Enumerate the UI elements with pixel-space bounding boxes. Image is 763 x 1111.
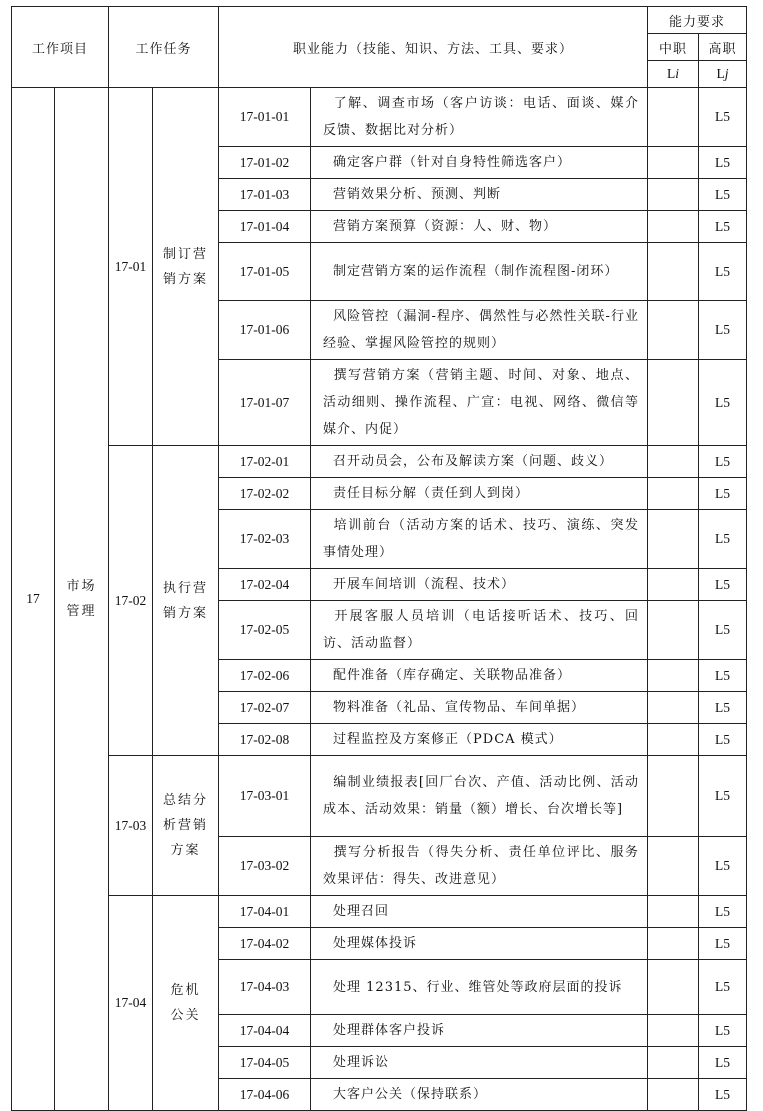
high-level: L5: [699, 446, 747, 478]
ability-code: 17-04-01: [219, 896, 311, 928]
ability-description: 召开动员会，公布及解读方案（问题、歧义）: [311, 446, 648, 478]
high-level: L5: [699, 928, 747, 960]
high-level: L5: [699, 211, 747, 243]
ability-description: 处理诉讼: [311, 1047, 648, 1079]
ability-description: 了解、调查市场（客户访谈：电话、面谈、媒介反馈、数据比对分析）: [311, 88, 648, 147]
mid-level: [648, 360, 699, 446]
mid-level: [648, 724, 699, 756]
ability-description: 营销方案预算（资源：人、财、物）: [311, 211, 648, 243]
mid-level: [648, 896, 699, 928]
ability-description: 处理媒体投诉: [311, 928, 648, 960]
ability-code: 17-02-04: [219, 569, 311, 601]
ability-description: 制定营销方案的运作流程（制作流程图-闭环）: [311, 243, 648, 301]
mid-level: [648, 1047, 699, 1079]
ability-description: 开展客服人员培训（电话接听话术、技巧、回访、活动监督）: [311, 601, 648, 660]
high-level: L5: [699, 510, 747, 569]
ability-description: 风险管控（漏洞-程序、偶然性与必然性关联-行业经验、掌握风险管控的规则）: [311, 301, 648, 360]
mid-level: [648, 692, 699, 724]
task-code: 17-04: [109, 896, 153, 1111]
ability-description: 编制业绩报表[回厂台次、产值、活动比例、活动成本、活动效果：销量（额）增长、台次增长等]: [311, 756, 648, 837]
mid-level: [648, 243, 699, 301]
ability-code: 17-02-08: [219, 724, 311, 756]
ability-description: 责任目标分解（责任到人到岗）: [311, 478, 648, 510]
header-row-1: [12, 7, 747, 34]
ability-code: 17-04-03: [219, 960, 311, 1015]
mid-level: [648, 601, 699, 660]
task-name: 危机 公关: [153, 896, 219, 1111]
high-level: L5: [699, 601, 747, 660]
ability-code: 17-04-06: [219, 1079, 311, 1111]
ability-description: 处理 12315、行业、维管处等政府层面的投诉: [311, 960, 648, 1015]
mid-level: [648, 147, 699, 179]
task-code: 17-03: [109, 756, 153, 896]
table-row: [12, 88, 747, 147]
header-ability: 职业能力（技能、知识、方法、工具、要求）: [219, 7, 648, 88]
ability-description: 确定客户群（针对自身特性筛选客户）: [311, 147, 648, 179]
ability-description: 配件准备（库存确定、关联物品准备）: [311, 660, 648, 692]
high-level: L5: [699, 360, 747, 446]
mid-level: [648, 1079, 699, 1111]
mid-level: [648, 928, 699, 960]
ability-code: 17-02-01: [219, 446, 311, 478]
ability-code: 17-01-03: [219, 179, 311, 211]
task-code: 17-01: [109, 88, 153, 446]
project-name: 市场 管理: [55, 88, 109, 1111]
mid-level: [648, 510, 699, 569]
header-task: 工作任务: [109, 7, 219, 88]
ability-code: 17-03-02: [219, 837, 311, 896]
high-level: L5: [699, 756, 747, 837]
mid-level: [648, 569, 699, 601]
ability-code: 17-01-07: [219, 360, 311, 446]
task-name: 制订营 销方案: [153, 88, 219, 446]
ability-code: 17-02-05: [219, 601, 311, 660]
high-level: L5: [699, 243, 747, 301]
high-level: L5: [699, 179, 747, 211]
mid-level: [648, 660, 699, 692]
mid-level: [648, 446, 699, 478]
high-level: L5: [699, 301, 747, 360]
ability-code: 17-02-02: [219, 478, 311, 510]
high-level: L5: [699, 147, 747, 179]
high-level: L5: [699, 724, 747, 756]
high-level: L5: [699, 837, 747, 896]
header-requirement: 能力要求: [648, 7, 747, 34]
ability-code: 17-01-04: [219, 211, 311, 243]
ability-description: 培训前台（活动方案的话术、技巧、演练、突发事情处理）: [311, 510, 648, 569]
mid-level: [648, 960, 699, 1015]
high-level: L5: [699, 960, 747, 1015]
ability-description: 营销效果分析、预测、判断: [311, 179, 648, 211]
high-level: L5: [699, 1079, 747, 1111]
mid-level: [648, 179, 699, 211]
mid-level: [648, 301, 699, 360]
header-high: 高职: [699, 34, 747, 61]
ability-description: 处理召回: [311, 896, 648, 928]
high-level: L5: [699, 692, 747, 724]
header-li: Li: [648, 61, 699, 88]
ability-description: 处理群体客户投诉: [311, 1015, 648, 1047]
ability-code: 17-03-01: [219, 756, 311, 837]
ability-code: 17-01-06: [219, 301, 311, 360]
mid-level: [648, 837, 699, 896]
task-name: 总结分 析营销 方案: [153, 756, 219, 896]
ability-code: 17-04-02: [219, 928, 311, 960]
high-level: L5: [699, 1047, 747, 1079]
mid-level: [648, 88, 699, 147]
mid-level: [648, 1015, 699, 1047]
ability-code: 17-01-05: [219, 243, 311, 301]
header-lj: Lj: [699, 61, 747, 88]
high-level: L5: [699, 569, 747, 601]
header-mid: 中职: [648, 34, 699, 61]
ability-code: 17-02-07: [219, 692, 311, 724]
competency-table: [11, 6, 747, 1111]
mid-level: [648, 756, 699, 837]
mid-level: [648, 211, 699, 243]
table-row: [12, 756, 747, 837]
ability-description: 开展车间培训（流程、技术）: [311, 569, 648, 601]
ability-code: 17-04-05: [219, 1047, 311, 1079]
task-code: 17-02: [109, 446, 153, 756]
ability-code: 17-02-06: [219, 660, 311, 692]
ability-description: 大客户公关（保持联系）: [311, 1079, 648, 1111]
ability-code: 17-02-03: [219, 510, 311, 569]
table-row: [12, 896, 747, 928]
competency-table-page: [11, 6, 746, 1111]
ability-description: 撰写分析报告（得失分析、责任单位评比、服务效果评估：得失、改进意见）: [311, 837, 648, 896]
mid-level: [648, 478, 699, 510]
ability-code: 17-01-01: [219, 88, 311, 147]
ability-description: 物料准备（礼品、宣传物品、车间单据）: [311, 692, 648, 724]
ability-code: 17-01-02: [219, 147, 311, 179]
ability-description: 撰写营销方案（营销主题、时间、对象、地点、活动细则、操作流程、广宣：电视、网络、微信等媒介、内促）: [311, 360, 648, 446]
project-number: 17: [12, 88, 55, 1111]
high-level: L5: [699, 1015, 747, 1047]
high-level: L5: [699, 88, 747, 147]
high-level: L5: [699, 478, 747, 510]
header-project: 工作项目: [12, 7, 109, 88]
ability-code: 17-04-04: [219, 1015, 311, 1047]
ability-description: 过程监控及方案修正（PDCA 模式）: [311, 724, 648, 756]
high-level: L5: [699, 896, 747, 928]
task-name: 执行营 销方案: [153, 446, 219, 756]
high-level: L5: [699, 660, 747, 692]
table-row: [12, 446, 747, 478]
